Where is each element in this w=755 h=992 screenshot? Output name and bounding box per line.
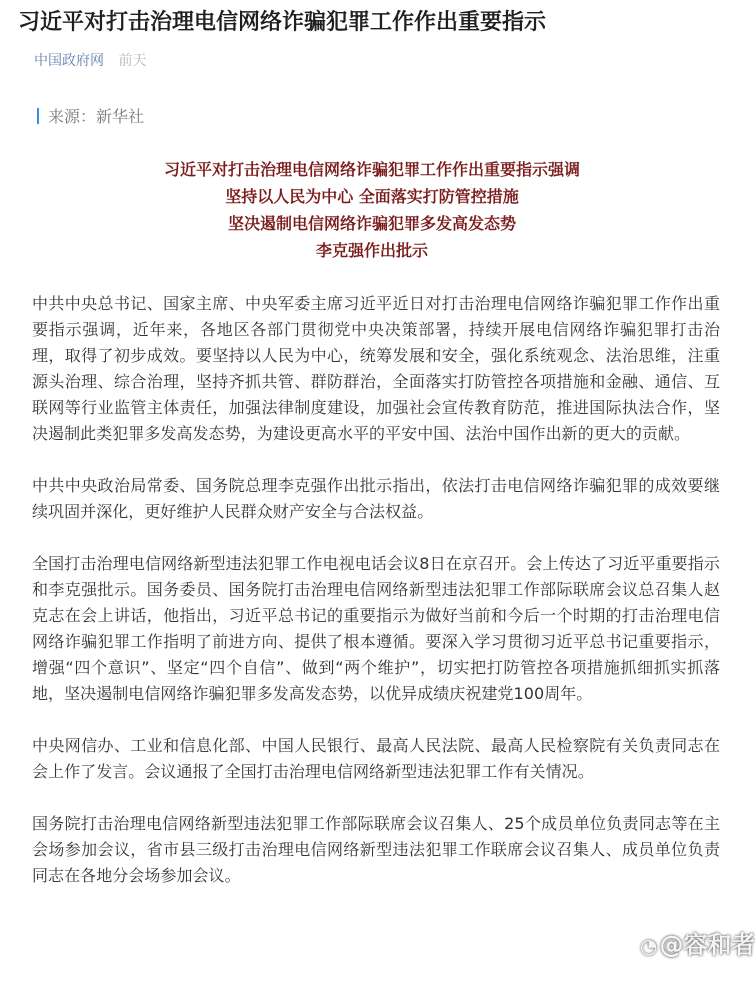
body-paragraph: 中央网信办、工业和信息化部、中国人民银行、最高人民法院、最高人民检察院有关负责同志在会上作了发言。会议通报了全国打击治理电信网络新型违法犯罪工作有关情况。 xyxy=(32,736,720,781)
weibo-logo-icon: ◔ xyxy=(640,934,658,958)
headline-line: 坚持以人民为中心 全面落实打防管控措施 xyxy=(225,187,519,206)
article-meta xyxy=(34,51,146,71)
article-title: 习近平对打击治理电信网络诈骗犯罪工作作出重要指示 xyxy=(18,10,547,35)
headline-block xyxy=(20,156,724,264)
publish-time: 前天 xyxy=(118,53,147,69)
source-accent-bar xyxy=(37,108,39,124)
watermark xyxy=(640,925,755,960)
body-paragraph: 中共中央政治局常委、国务院总理李克强作出批示指出，依法打击电信网络诈骗犯罪的成效要继续巩固并深化，更好维护人民群众财产安全与合法权益。 xyxy=(32,476,720,521)
source-text: 来源：新华社 xyxy=(48,107,145,126)
headline-line: 李克强作出批示 xyxy=(315,241,428,260)
publisher-link[interactable]: 中国政府网 xyxy=(34,53,104,69)
body-paragraph: 国务院打击治理电信网络新型违法犯罪工作部际联席会议召集人、25个成员单位负责同志等在主会场参加会议，省市县三级打击治理电信网络新型违法犯罪工作联席会议召集人、成员单位负责同志在各地分会场参加会议。 xyxy=(32,814,720,885)
article-source xyxy=(37,106,144,128)
article-body xyxy=(32,291,720,915)
body-paragraph: 中共中央总书记、国家主席、中央军委主席习近平近日对打击治理电信网络诈骗犯罪工作作出重要指示强调，近年来，各地区各部门贯彻党中央决策部署，持续开展电信网络诈骗犯罪打击治理，取得了初步成效。要坚持以人民为中心，统筹发展和安全，强化系统观念、法治思维，注重源头治理、综合治理，坚持齐抓共管、群防群治，全面落实打防管控各项措施和金融、通信、互联网等行业监管主体责任，加强法律制度建设，加强社会宣传教育防范，推进国际执法合作，坚决遏制此类犯罪多发高发态势，为建设更高水平的平安中国、法治中国作出新的更大的贡献。 xyxy=(32,294,720,443)
watermark-text: @容和者 xyxy=(659,931,755,959)
headline-line: 坚决遏制电信网络诈骗犯罪多发高发态势 xyxy=(227,214,516,233)
body-paragraph: 全国打击治理电信网络新型违法犯罪工作电视电话会议8日在京召开。会上传达了习近平重要指示和李克强批示。国务委员、国务院打击治理电信网络新型违法犯罪工作部际联席会议总召集人赵克志在会上讲话，他指出，习近平总书记的重要指示为做好当前和今后一个时期的打击治理电信网络诈骗犯罪工作指明了前进方向、提供了根本遵循。要深入学习贯彻习近平总书记重要指示，增强“四个意识”、坚定“四个自信”、做到“两个维护”，切实把打防管控各项措施抓细抓实抓落地，坚决遏制电信网络诈骗犯罪多发高发态势，以优异成绩庆祝建党100周年。 xyxy=(32,554,720,703)
headline-line: 习近平对打击治理电信网络诈骗犯罪工作作出重要指示强调 xyxy=(163,160,580,179)
